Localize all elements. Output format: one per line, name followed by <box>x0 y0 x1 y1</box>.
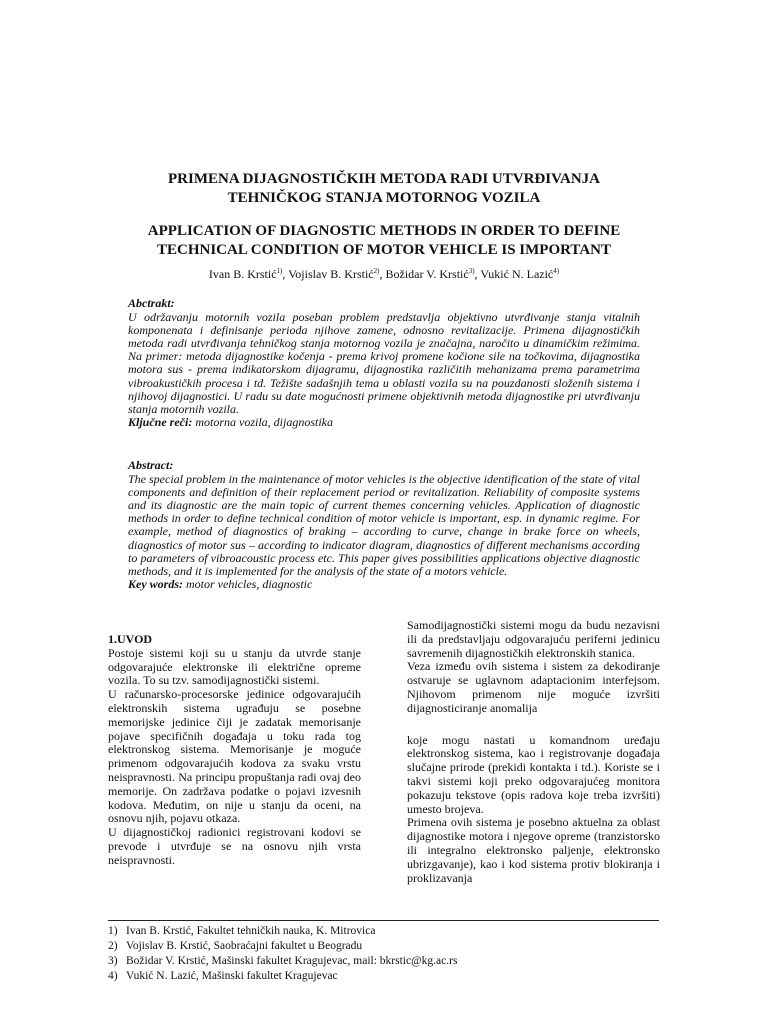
author-affiliation-mark: 2) <box>373 267 380 275</box>
footnote <box>108 969 668 984</box>
keywords-label: Key words: <box>128 576 183 591</box>
abstract-serbian <box>128 297 640 429</box>
title-line: APPLICATION OF DIAGNOSTIC METHODS IN ORDER TO DEFINE <box>147 223 621 239</box>
footnote <box>108 939 668 954</box>
footnote-text: Božidar V. Krstić, Mašinski fakultet Kragujevac, mail: bkrstic@kg.ac.rs <box>126 955 458 967</box>
author-affiliation-mark: 3) <box>468 267 475 275</box>
author-name: Ivan B. Krstić <box>208 267 277 281</box>
footnote-number: 3) <box>108 955 118 967</box>
footnote-number: 4) <box>108 970 118 982</box>
author-separator: , <box>282 267 289 281</box>
author-affiliation-mark: 1) <box>276 267 283 275</box>
keywords-label: Ključne reči: <box>128 414 193 429</box>
footnote <box>108 924 668 939</box>
footnote <box>108 954 668 969</box>
abstract-english <box>128 459 640 591</box>
keywords-line <box>128 578 640 591</box>
author-name: Vojislav B. Krstić <box>288 267 374 281</box>
body-paragraph: U dijagnostičkoj radionici registrovani kodovi se prevode i utvrđuje se na osnovu njih vrsta neispravnosti. <box>108 825 361 867</box>
footnote-text: Vukić N. Lazić, Mašinski fakultet Kragujevac <box>126 970 338 982</box>
keywords-line <box>128 416 640 429</box>
title-line: PRIMENA DIJAGNOSTIČKIH METODA RADI UTVRĐIVANJA <box>168 171 600 187</box>
footnote-number: 2) <box>108 940 118 952</box>
author-affiliation-mark: 4) <box>553 267 560 275</box>
title-line: TECHNICAL CONDITION OF MOTOR VEHICLE IS IMPORTANT <box>157 242 611 258</box>
body-paragraph: Postoje sistemi koji su u stanju da utvrde stanje odgovarajuće elektronske ili električne opreme vozila. To su tzv. samodijagnostički sistemi. <box>108 645 361 688</box>
author-list <box>0 266 768 282</box>
title-line: TEHNIČKOG STANJA MOTORNOG VOZILA <box>227 190 541 206</box>
author-name: Božidar V. Krstić <box>385 267 469 281</box>
footnote-list <box>108 924 668 984</box>
body-paragraph: koje mogu nastati u komandnom uređaju elektronskog sistema, kao i registrovanje događaja slučajne prirode (prekidi kontakta i td.). Koriste se i takvi sistemi koji preko odgovarajućeg monitora pokazuju tekstove (opis radova koje treba izvršiti) umesto brojeva. <box>407 732 660 816</box>
body-column-left <box>108 633 361 868</box>
title-serbian <box>0 170 768 208</box>
abstract-text: The special problem in the maintenance of motor vehicles is the objective identification of the state of vital components and definition of their replacement period or revitalization. Reliability of composite systems and its diagnostic are the main topic of current themes concerning vehicles. Application of diagnostic methods in order to define technical condition of motor vehicle is important, esp. in dynamic regime. For example, method of diagnostics of braking – according to curve, change in brake force on wheels, diagnostics of motor sus – according to indicator diagram, diagnostics of different mechanisms according to parameters of vibroacoustic process etc. This paper gives possibilities applications objective diagnostic methods, and it is implemented for the analysis of the state of a motors vehicle. <box>128 472 640 578</box>
abstract-heading: Abstract: <box>128 458 174 472</box>
body-paragraph: Veza između ovih sistema i sistem za dekodiranje ostvaruje se uglavnom adaptacionim interfejsom. Njihovom primenom nije moguće izvršiti dijagnosticiranje anomalija <box>407 659 660 715</box>
abstract-heading: Abctrakt: <box>128 296 175 310</box>
author-separator: , <box>474 267 481 281</box>
section-heading: 1.UVOD <box>108 632 153 646</box>
author-name: Vukić N. Lazić <box>480 267 554 281</box>
author-separator: , <box>379 267 386 281</box>
body-column-right <box>407 619 660 885</box>
body-paragraph: Samodijagnostički sistemi mogu da budu nezavisni ili da predstavljaju odgovarajuću periferni jedinicu savremenih dijagnostičkih elektronskih stanica. <box>407 618 660 660</box>
keywords-text: motor vehicles, diagnostic <box>186 576 313 591</box>
footnote-text: Vojislav B. Krstić, Saobraćajni fakultet u Beogradu <box>126 940 363 952</box>
footnote-number: 1) <box>108 925 118 937</box>
footnote-text: Ivan B. Krstić, Fakultet tehničkih nauka, K. Mitrovica <box>126 925 376 937</box>
keywords-text: motorna vozila, dijagnostika <box>195 414 333 429</box>
abstract-text: U održavanju motornih vozila poseban problem predstavlja objektivno utvrđivanje stanja vitalnih komponenata i definisanje perioda njihove zamene, odnosno revitalizacije. Primena dijagnostičkih metoda radi utvrđivanja tehničkog stanja motornog vozila je značajna, naročito u dinamičkim režimima. Na primer: metoda dijagnostike kočenja - prema krivoj promene kočione sile na točkovima, dijagnostika motora sus - prema indikatorskom dijagramu, dijagnostika različitih mehanizama prema parametrima vibroakustičkih procesa i td. Težište sadašnjih tema u oblasti vozila su na pouzdanosti složenih sistema i njihovoj dijagnostici. U radu su date mogućnosti primene objektivnih metoda dijagnostike pri utvrđivanju stanja motornih vozila. <box>128 310 640 416</box>
title-english <box>0 222 768 260</box>
column-gap <box>407 716 660 734</box>
body-paragraph: U računarsko-procesorske jedinice odgovarajućih elektronskih sistema ugrađuju se posebne memorijske jedinice čiji je zadatak memorisanje pojave specifičnih događaja u toku rada tog elektronskog sistema. Memorisanje je moguće primenom odgovarajućih kodova za svaku vrstu neispravnosti. Na principu propuštanja radi ovaj deo memorije. On zadržava podatke o pojavi izvesnih kodova. Međutim, on nije u stanju da oceni, na osnovu njih, pojavu otkaza. <box>108 687 361 826</box>
footnote-divider <box>108 920 659 921</box>
body-paragraph: Primena ovih sistema je posebno aktuelna za oblast dijagnostike motora i njegove opreme (tranzistorsko ili integralno elektronsko paljenje, elektronsko ubrizgavanje), kao i kod sistema protiv blokiranja i proklizavanja <box>407 815 660 885</box>
